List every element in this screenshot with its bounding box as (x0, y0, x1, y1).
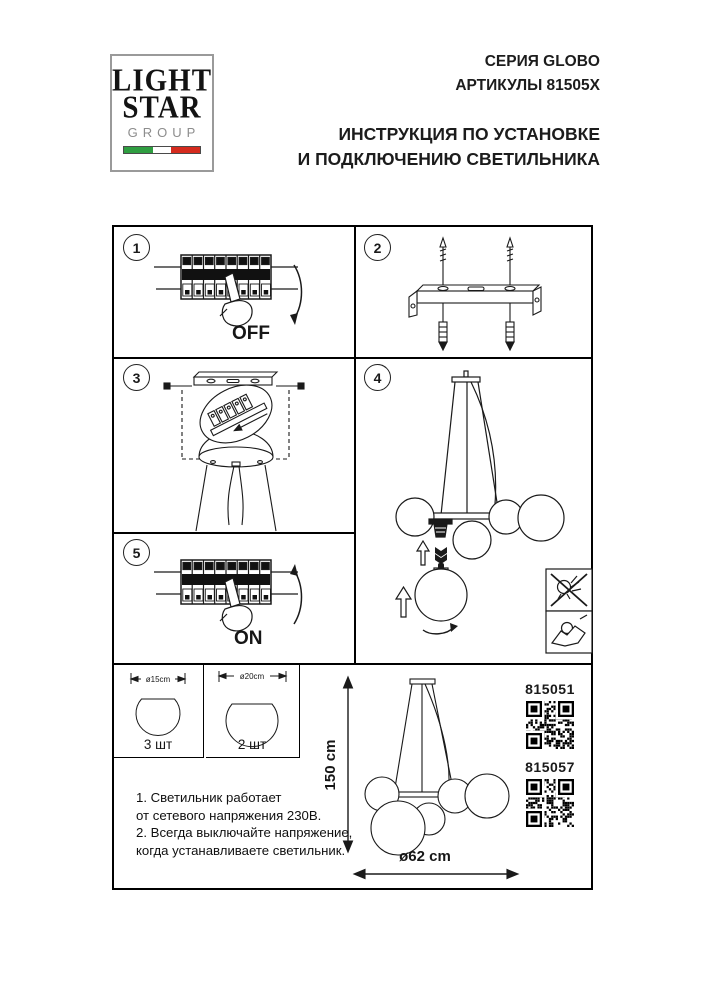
large-globe-diameter: ø20cm (239, 672, 264, 681)
step-1-number: 1 (123, 234, 150, 261)
large-globe-drawing (206, 663, 298, 755)
series-label: СЕРИЯ GLOBO (484, 53, 600, 70)
hanging-wires (196, 465, 276, 531)
flip-down-arrow (290, 265, 302, 325)
step-2-number: 2 (364, 234, 391, 261)
part-cell-large-globe (206, 663, 300, 758)
articles-label: АРТИКУЛЫ 81505X (455, 77, 600, 94)
lamp-socket (429, 519, 452, 537)
qr-code-815057 (526, 779, 574, 827)
italian-flag-bar (123, 146, 201, 154)
step-4-number: 4 (364, 364, 391, 391)
logo-word-group: GROUP (127, 125, 201, 140)
logo-word-light: LIGHT (112, 63, 213, 99)
small-globe-shape (136, 699, 180, 736)
instruction-grid (112, 225, 593, 890)
note-line: когда устанавливаете светильник. (136, 842, 346, 858)
logo-word-star: STAR (122, 90, 202, 126)
bracket-illustration (355, 227, 595, 357)
anchor-left (439, 303, 447, 350)
rotate-arrow (423, 623, 458, 634)
height-label: 150 cm (322, 739, 339, 791)
step-5-number: 5 (123, 539, 150, 566)
chandelier-outline (365, 679, 509, 855)
part-cell-small-globe (114, 663, 204, 758)
canopy-illustration (114, 357, 355, 532)
article-number-2: 815057 (525, 759, 575, 775)
bracket-bar (409, 285, 541, 317)
screw-left (440, 238, 446, 285)
width-dimension (354, 848, 518, 879)
step-2-panel (355, 227, 595, 357)
warning-use-cloth (546, 611, 592, 653)
qr-block-815051 (522, 681, 578, 749)
chandelier (396, 371, 564, 559)
step-1-panel (114, 227, 355, 357)
on-caption: ON (234, 628, 263, 649)
title-line-2: И ПОДКЛЮЧЕНИЮ СВЕТИЛЬНИКА (297, 149, 600, 169)
flag-red-segment (171, 147, 200, 153)
qr-code-815051 (526, 701, 574, 749)
width-label: ø62 cm (399, 848, 451, 865)
flag-white-segment (153, 147, 171, 153)
page-title (250, 122, 600, 172)
step-3-number: 3 (123, 364, 150, 391)
small-globe-diameter: ø15cm (145, 675, 171, 684)
note-line: 2. Всегда выключайте напряжение, (136, 825, 353, 840)
title-line-1: ИНСТРУКЦИЯ ПО УСТАНОВКЕ (338, 124, 600, 144)
bulb (435, 547, 447, 569)
step-3-panel (114, 357, 355, 532)
warning-no-bare-hands (546, 569, 592, 611)
note-line: от сетевого напряжения 230В. (136, 807, 322, 823)
off-caption: OFF (232, 323, 270, 344)
header (250, 50, 600, 172)
breaker-on-illustration (146, 552, 346, 662)
article-number-1: 815051 (525, 681, 575, 697)
anchor-right (506, 303, 514, 350)
height-dimension (322, 677, 353, 852)
step-4-panel (355, 357, 595, 663)
step-5-panel (114, 532, 355, 663)
push-up-arrow-globe (396, 587, 411, 617)
breaker-off-illustration (146, 247, 346, 357)
large-globe-qty: 2 шт (237, 737, 266, 752)
qr-block-815057 (522, 759, 578, 827)
screw-right (507, 238, 513, 285)
side-bolt-right (276, 383, 304, 389)
assembly-illustration (355, 357, 595, 663)
small-globe-drawing (114, 663, 202, 755)
side-bolt-left (164, 383, 192, 389)
push-up-arrow-bulb (417, 541, 429, 565)
flag-green-segment (124, 147, 153, 153)
ceiling-bracket (194, 372, 277, 385)
note-line: 1. Светильник работает (136, 790, 282, 805)
small-globe-qty: 3 шт (143, 737, 173, 752)
lightstar-logo (110, 54, 214, 172)
globe-to-attach (415, 568, 467, 621)
